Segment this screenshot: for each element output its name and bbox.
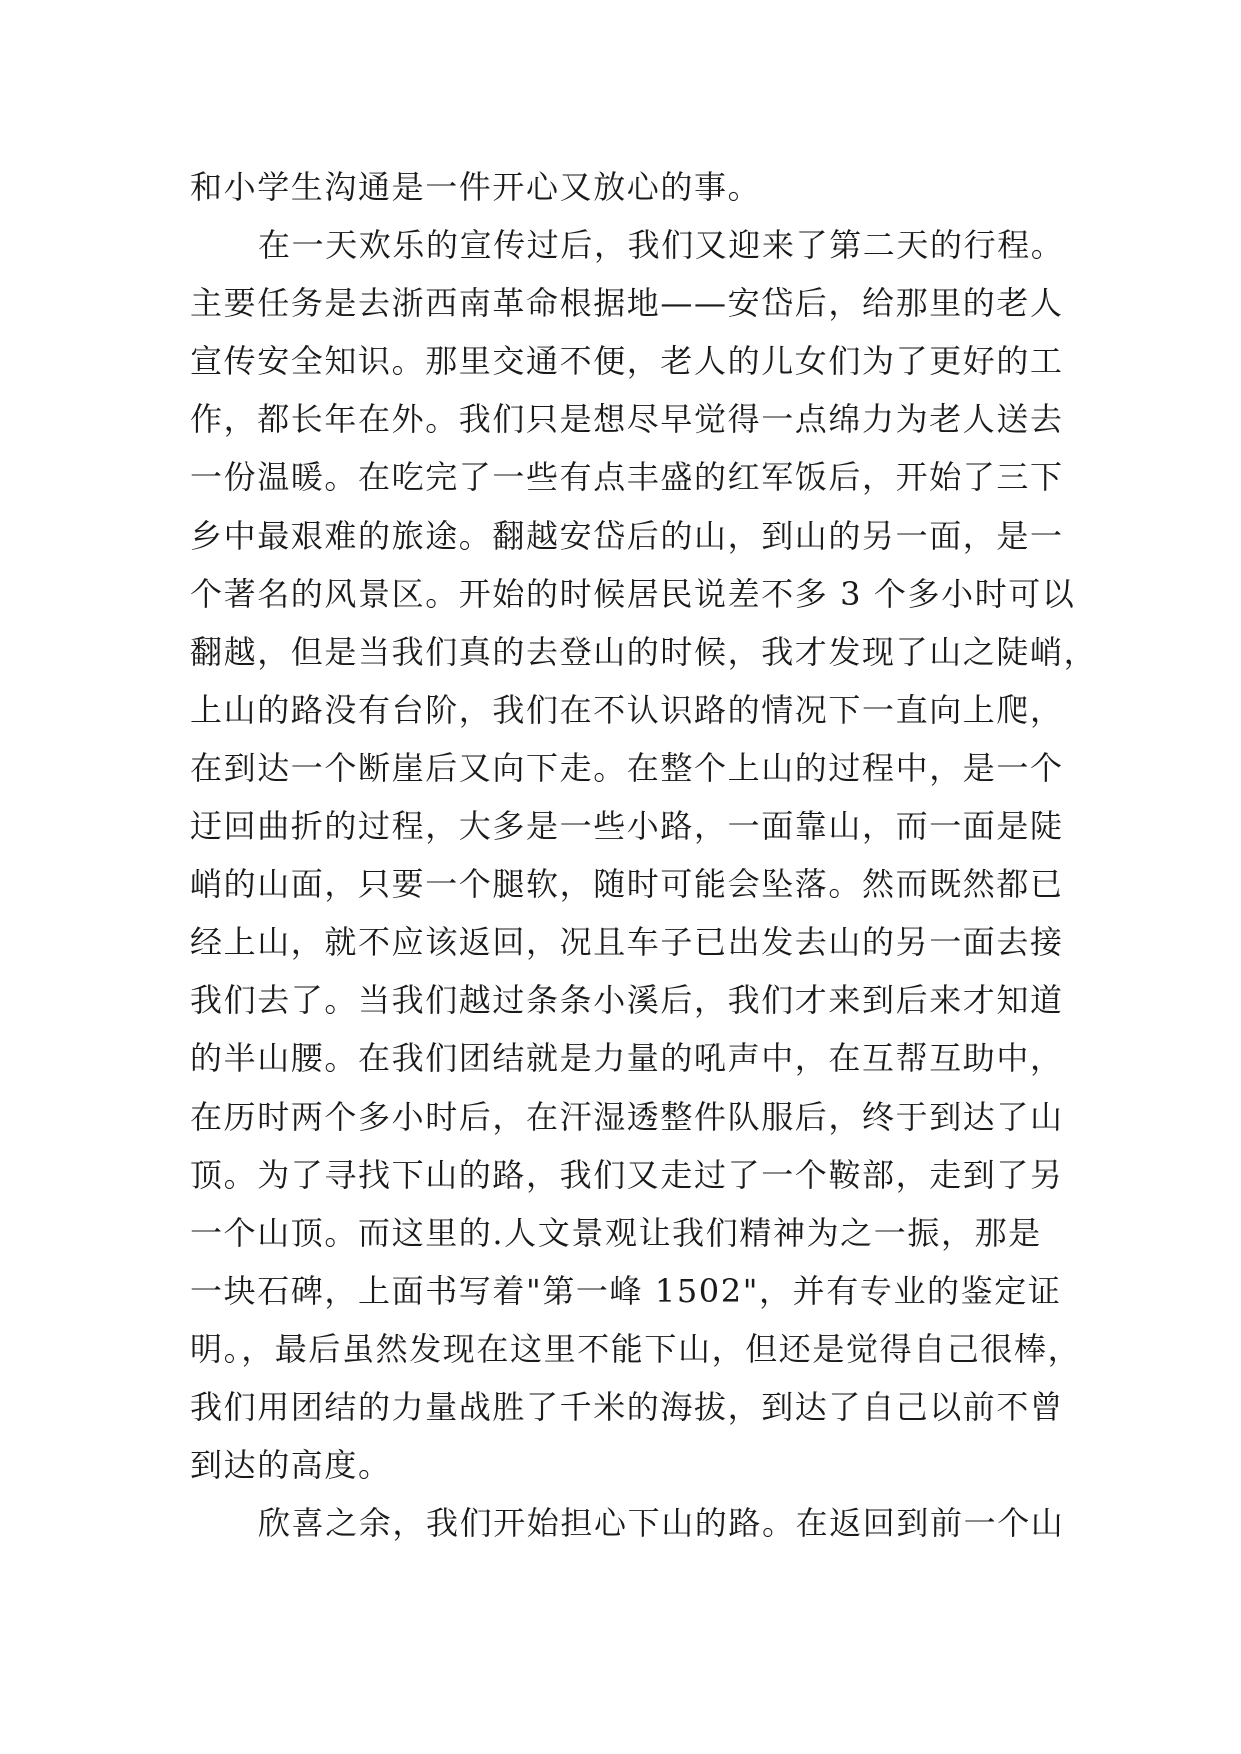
- paragraph-start-line: 欣喜之余，我们开始担心下山的路。在返回到前一个山: [258, 1504, 1065, 1543]
- text-line: 翻越，但是当我们真的去登山的时候，我才发现了山之陡峭，: [190, 632, 1098, 671]
- text-line: 乡中最艰难的旅途。翻越安岱后的山，到山的另一面，是一: [190, 516, 1064, 555]
- text-line: 个著名的风景区。开始的时候居民说差不多 3 个多小时可以: [190, 574, 1076, 613]
- text-line: 顶。为了寻找下山的路，我们又走过了一个鞍部，走到了另: [190, 1155, 1064, 1194]
- text-line: 一份温暖。在吃完了一些有点丰盛的红军饭后，开始了三下: [190, 458, 1064, 497]
- text-line: 峭的山面，只要一个腿软，随时可能会坠落。然而既然都已: [190, 865, 1064, 904]
- text-line: 在到达一个断崖后又向下走。在整个上山的过程中，是一个: [190, 748, 1064, 787]
- text-line: 上山的路没有台阶，我们在不认识路的情况下一直向上爬，: [190, 690, 1064, 729]
- text-line: 宣传安全知识。那里交通不便，老人的儿女们为了更好的工: [190, 342, 1064, 381]
- text-line: 我们去了。当我们越过条条小溪后，我们才来到后来才知道: [190, 981, 1064, 1020]
- text-line: 一块石碑，上面书写着"第一峰 1502"，并有专业的鉴定证: [190, 1271, 1062, 1310]
- text-line: 我们用团结的力量战胜了千米的海拔，到达了自己以前不曾: [190, 1387, 1064, 1426]
- text-line: 作，都长年在外。我们只是想尽早觉得一点绵力为老人送去: [190, 400, 1064, 439]
- text-line: 的半山腰。在我们团结就是力量的吼声中，在互帮互助中，: [190, 1039, 1064, 1078]
- text-line: 在历时两个多小时后，在汗湿透整件队服后，终于到达了山: [190, 1097, 1064, 1136]
- text-line: 明。，最后虽然发现在这里不能下山，但还是觉得自己很棒，: [190, 1329, 1082, 1368]
- text-line: 到达的高度。: [190, 1446, 392, 1485]
- text-line: 和小学生沟通是一件开心又放心的事。: [190, 168, 762, 206]
- body-text: [190, 158, 1098, 1552]
- paragraph-start-line: 在一天欢乐的宣传过后，我们又迎来了第二天的行程。: [258, 226, 1065, 265]
- text-line: 主要任务是去浙西南革命根据地——安岱后，给那里的老人: [190, 284, 1064, 323]
- text-line: 迂回曲折的过程，大多是一些小路，一面靠山，而一面是陡: [190, 807, 1064, 846]
- text-line: 一个山顶。而这里的.人文景观让我们精神为之一振，那是: [190, 1213, 1042, 1252]
- text-line: 经上山，就不应该返回，况且车子已出发去山的另一面去接: [190, 923, 1064, 962]
